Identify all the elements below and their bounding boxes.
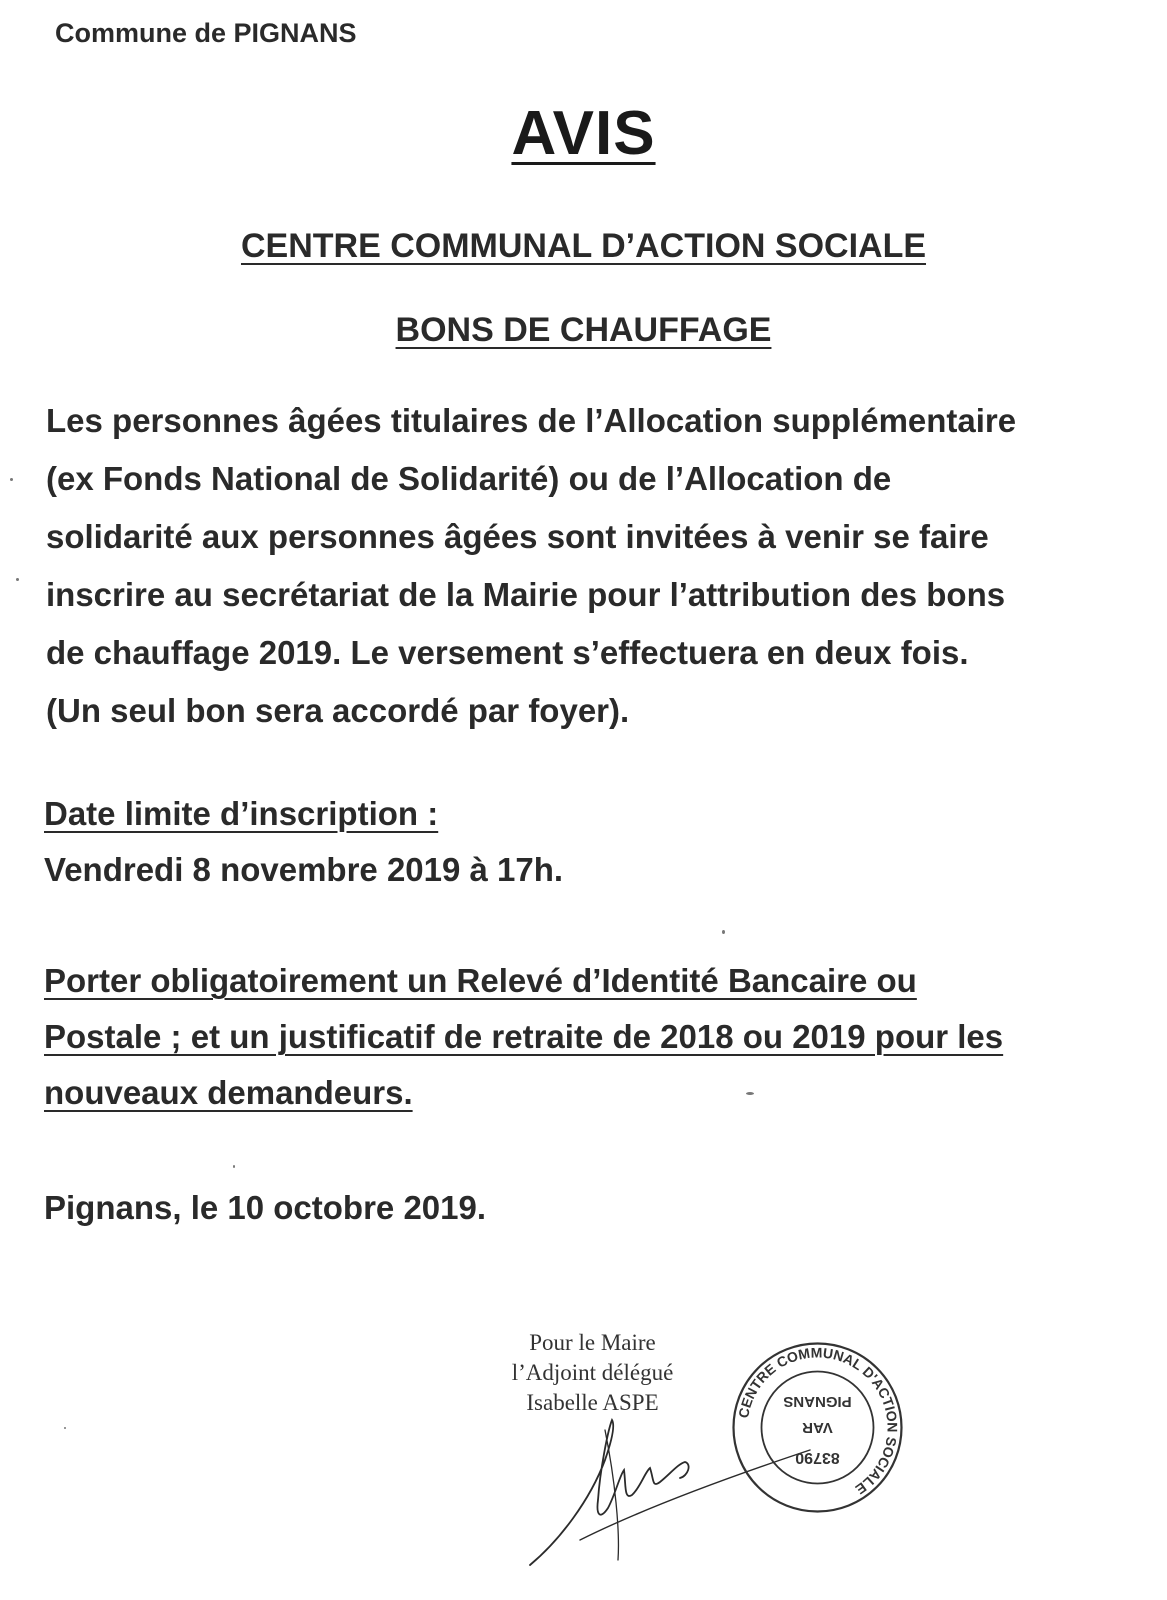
signature-line-1: Pour le Maire bbox=[529, 1330, 656, 1355]
scan-speck bbox=[233, 1165, 235, 1168]
official-stamp bbox=[730, 1340, 905, 1515]
stamp-town: PIGNANS bbox=[783, 1393, 852, 1410]
deadline-section bbox=[44, 786, 563, 898]
subject-heading-text: BONS DE CHAUFFAGE bbox=[395, 311, 772, 349]
required-documents bbox=[44, 953, 1003, 1121]
commune-header: Commune de PIGNANS bbox=[55, 18, 357, 48]
stamp-department: VAR bbox=[802, 1419, 833, 1436]
body-line: inscrire au secrétariat de la Mairie pour l’attribution des bons bbox=[46, 576, 1006, 613]
scan-speck bbox=[746, 1092, 754, 1095]
scan-speck bbox=[722, 930, 725, 934]
scan-speck bbox=[64, 1427, 66, 1429]
organization-heading bbox=[0, 227, 1167, 266]
body-line: de chauffage 2019. Le versement s’effectuera en deux fois. bbox=[46, 634, 969, 671]
documents-line: Porter obligatoirement un Relevé d’Identité Bancaire ou bbox=[44, 962, 917, 999]
notice-title bbox=[0, 98, 1167, 169]
signature-line-2: l’Adjoint délégué bbox=[511, 1360, 674, 1385]
documents-line: nouveaux demandeurs. bbox=[44, 1074, 413, 1111]
stamp-ring-text: CENTRE COMMUNAL D'ACTION SOCIALE bbox=[735, 1344, 901, 1498]
scan-speck bbox=[16, 578, 19, 581]
scan-speck bbox=[10, 478, 13, 481]
place-and-date: Pignans, le 10 octobre 2019. bbox=[44, 1189, 487, 1226]
stamp-postcode: 83790 bbox=[795, 1449, 840, 1466]
documents-line: Postale ; et un justificatif de retraite de 2018 ou 2019 pour les bbox=[44, 1018, 1004, 1055]
notice-title-text: AVIS bbox=[511, 99, 656, 168]
deadline-value: Vendredi 8 novembre 2019 à 17h. bbox=[44, 851, 564, 888]
deadline-label: Date limite d’inscription : bbox=[44, 795, 439, 832]
subject-heading bbox=[0, 311, 1167, 350]
organization-heading-text: CENTRE COMMUNAL D’ACTION SOCIALE bbox=[240, 227, 927, 265]
body-line: Les personnes âgées titulaires de l’Allocation supplémentaire bbox=[46, 402, 1017, 439]
body-line: (ex Fonds National de Solidarité) ou de l’Allocation de bbox=[46, 460, 892, 497]
body-line: solidarité aux personnes âgées sont invitées à venir se faire bbox=[46, 518, 989, 555]
body-paragraph bbox=[46, 392, 1136, 740]
signature-line-3: Isabelle ASPE bbox=[526, 1390, 659, 1415]
body-line: (Un seul bon sera accordé par foyer). bbox=[46, 692, 630, 729]
